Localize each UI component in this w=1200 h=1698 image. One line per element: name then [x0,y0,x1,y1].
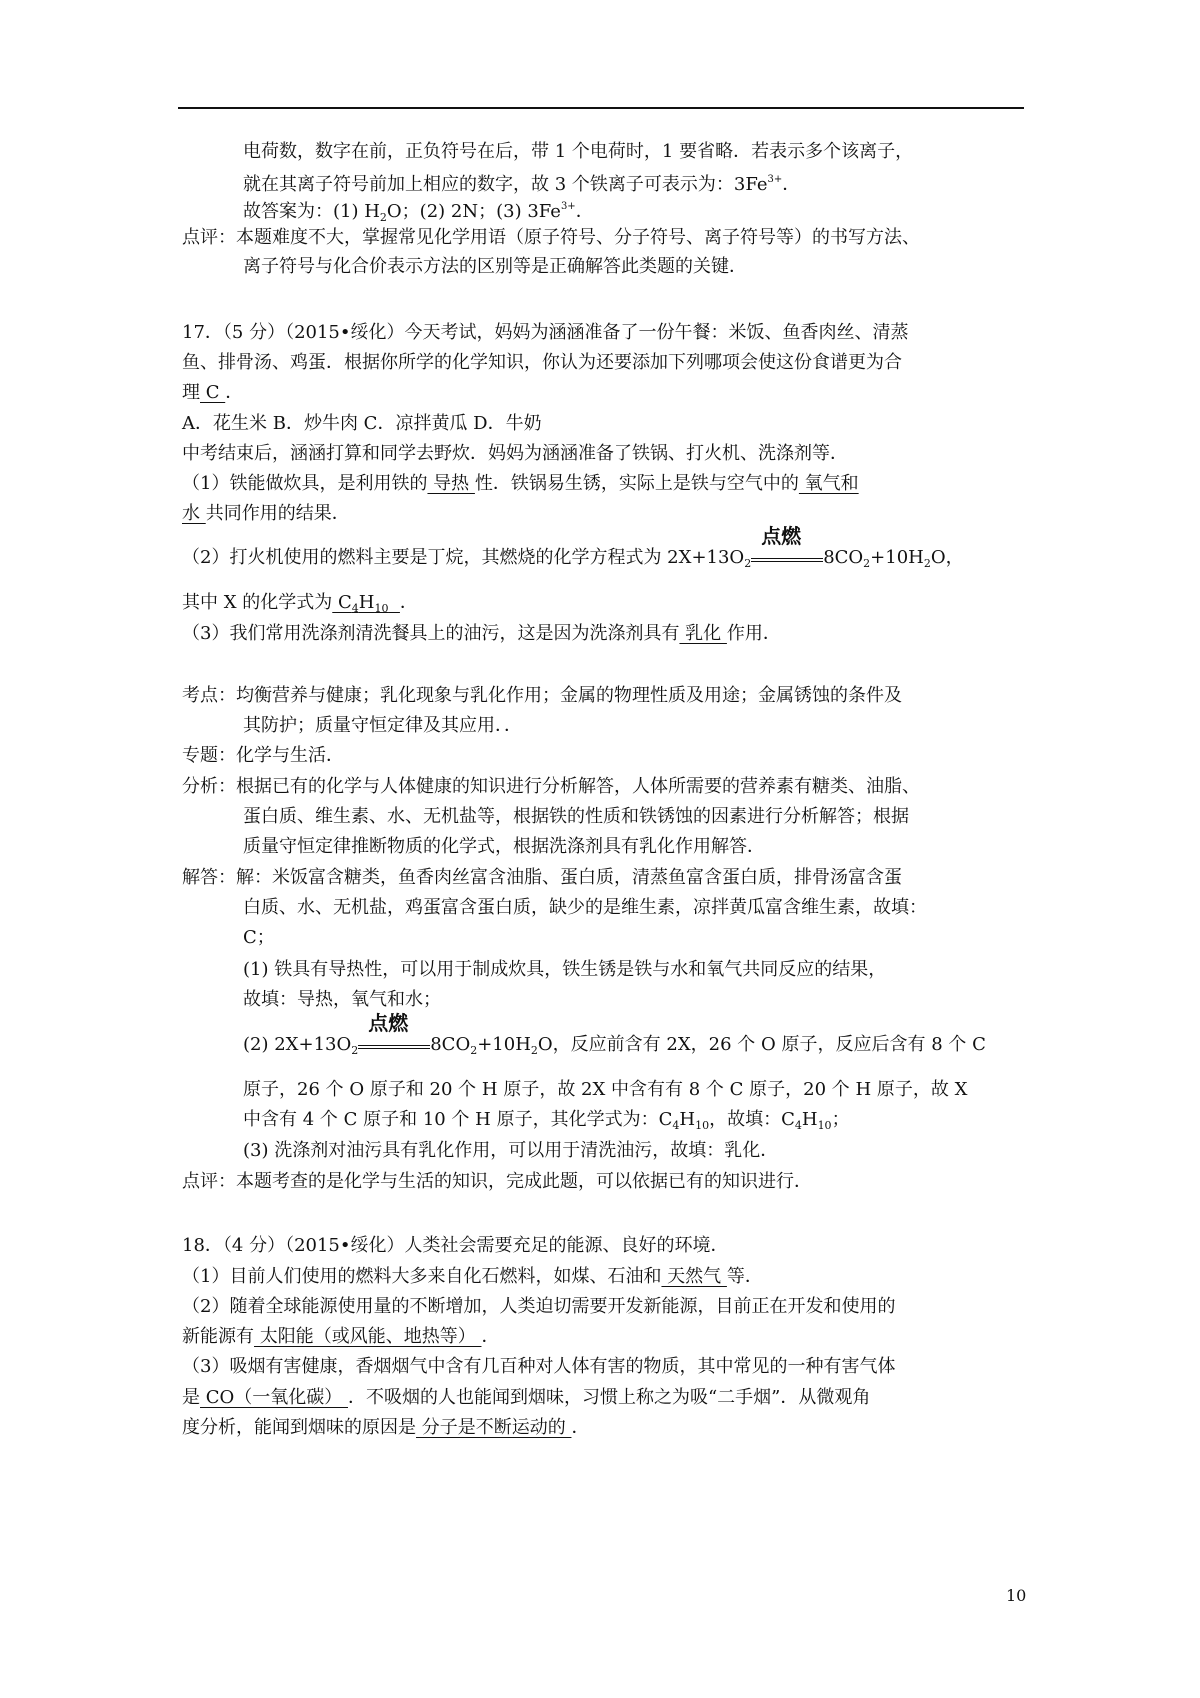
answer-blank: 分子是不断运动的 [416,1417,572,1438]
answer-blank: 氧气和 [798,473,859,494]
options-line: A．花生米 B．炒牛肉 C．凉拌黄瓜 D．牛奶 [182,413,542,434]
text-line: 其防护；质量守恒定律及其应用．． [243,715,522,736]
text-line: C； [243,927,275,948]
text-line: （3）吸烟有害健康，香烟烟气中含有几百种对人体有害的物质，其中常见的一种有害气体 [182,1356,896,1377]
page-number: 10 [1006,1586,1027,1605]
kaodian-line: 考点：均衡营养与健康；乳化现象与乳化作用；金属的物理性质及用途；金属锈蚀的条件及 [182,685,902,706]
text-line: 是 CO（一氧化碳） ．不吸烟的人也能闻到烟味，习惯上称之为吸“二手烟”．从微观角 [182,1387,871,1408]
text-line: 故填：导热，氧气和水； [243,989,441,1010]
text-line: （2）随着全球能源使用量的不断增加，人类迫切需要开发新能源，目前正在开发和使用的 [182,1296,896,1317]
answer-blank: 导热 [427,473,475,494]
answer-blank: $C_4H_{10}$ [332,592,389,615]
reaction-arrow: 点燃 [358,1033,430,1057]
text-line: 故答案为：(1) $H_2O$；(2) 2N；(3) $3Fe^{3+}$． [243,201,594,224]
text-line: 水 共同作用的结果． [182,503,350,524]
jieda-line: 解答：解：米饭富含糖类，鱼香肉丝富含油脂、蛋白质，清蒸鱼富含蛋白质，排骨汤富含蛋 [182,867,902,888]
text-line: 白质、水、无机盐，鸡蛋富含蛋白质，缺少的是维生素，凉拌黄瓜富含维生素，故填： [243,897,927,918]
text-line: （3）我们常用洗涤剂清洗餐具上的油污，这是因为洗涤剂具有 乳化 作用． [182,623,781,644]
question-17-title: 17．（5 分）（2015•绥化）今天考试，妈妈为涵涵准备了一份午餐：米饭、鱼香肉丝、清蒸 [182,322,909,343]
dianping-line: 点评：本题考查的是化学与生活的知识，完成此题，可以依据已有的知识进行． [182,1171,812,1192]
text-line: 理 C ． [182,382,244,403]
question-18-title: 18．（4 分）（2015•绥化）人类社会需要充足的能源、良好的环境． [182,1235,729,1256]
equation-line: (2) $2X+13O_2$ 点燃 $8CO_2+10H_2O$，反应前含有 2X，26 个 O 原子，反应后含有 8 个 C [243,1011,986,1057]
reaction-arrow: 点燃 [751,546,823,570]
answer-blank: 乳化 [679,623,727,644]
answer-blank: 太阳能（或风能、地热等） [254,1326,482,1347]
text-line: 电荷数，数字在前，正负符号在后，带 1 个电荷时，1 要省略．若表示多个该离子， [243,141,914,162]
text-line: 离子符号与化合价表示方法的区别等是正确解答此类题的关键． [243,256,747,277]
answer-blank: C [200,382,226,403]
text-line: (3) 洗涤剂对油污具有乳化作用，可以用于清洗油污，故填：乳化． [243,1140,779,1161]
zhuanti-line: 专题：化学与生活． [182,745,344,766]
text-line: 鱼、排骨汤、鸡蛋．根据你所学的化学知识，你认为还要添加下列哪项会使这份食谱更为合 [182,352,902,373]
text-line: 就在其离子符号前加上相应的数字，故 3 个铁离子可表示为：$3Fe^{3+}$． [243,174,801,195]
text-line: 中考结束后，涵涵打算和同学去野炊．妈妈为涵涵准备了铁锅、打火机、洗涤剂等． [182,443,848,464]
text-line: （1）铁能做炊具，是利用铁的 导热 性．铁锅易生锈，实际上是铁与空气中的 氧气和 [182,473,859,494]
text-line: 度分析，能闻到烟味的原因是 分子是不断运动的 ． [182,1417,590,1438]
text-line: 蛋白质、维生素、水、无机盐等，根据铁的性质和铁锈蚀的因素进行分析解答；根据 [243,806,909,827]
comment-line: 点评：本题难度不大，掌握常见化学用语（原子符号、分子符号、离子符号等）的书写方法、 [182,227,920,248]
answer-blank: CO（一氧化碳） [200,1387,348,1408]
answer-blank: 水 [182,503,206,524]
equation-line: （2）打火机使用的燃料主要是丁烷，其燃烧的化学方程式为 $2X+13O_2$ 点燃 $8CO_2+10H_2O$， [182,524,964,570]
fenxi-line: 分析：根据已有的化学与人体健康的知识进行分析解答，人体所需要的营养素有糖类、油脂、 [182,776,920,797]
text-line: (1) 铁具有导热性，可以用于制成炊具，铁生锈是铁与水和氧气共同反应的结果， [243,959,887,980]
text-line: （1）目前人们使用的燃料大多来自化石燃料，如煤、石油和 天然气 等． [182,1266,763,1287]
answer-blank: 天然气 [661,1266,727,1287]
text-line: 质量守恒定律推断物质的化学式，根据洗涤剂具有乳化作用解答． [243,836,765,857]
text-line: 其中 X 的化学式为 $C_4H_{10}$ ． [182,592,418,615]
text-line: 新能源有 太阳能（或风能、地热等） ． [182,1326,500,1347]
text-line: 原子，26 个 O 原子和 20 个 H 原子，故 2X 中含有有 8 个 C 原子，20 个 H 原子，故 X [243,1079,968,1100]
text-line: 中含有 4 个 C 原子和 10 个 H 原子，其化学式为：$C_4H_{10}$，故填：$C_4H_{10}$； [243,1109,850,1132]
header-rule [178,107,1024,109]
